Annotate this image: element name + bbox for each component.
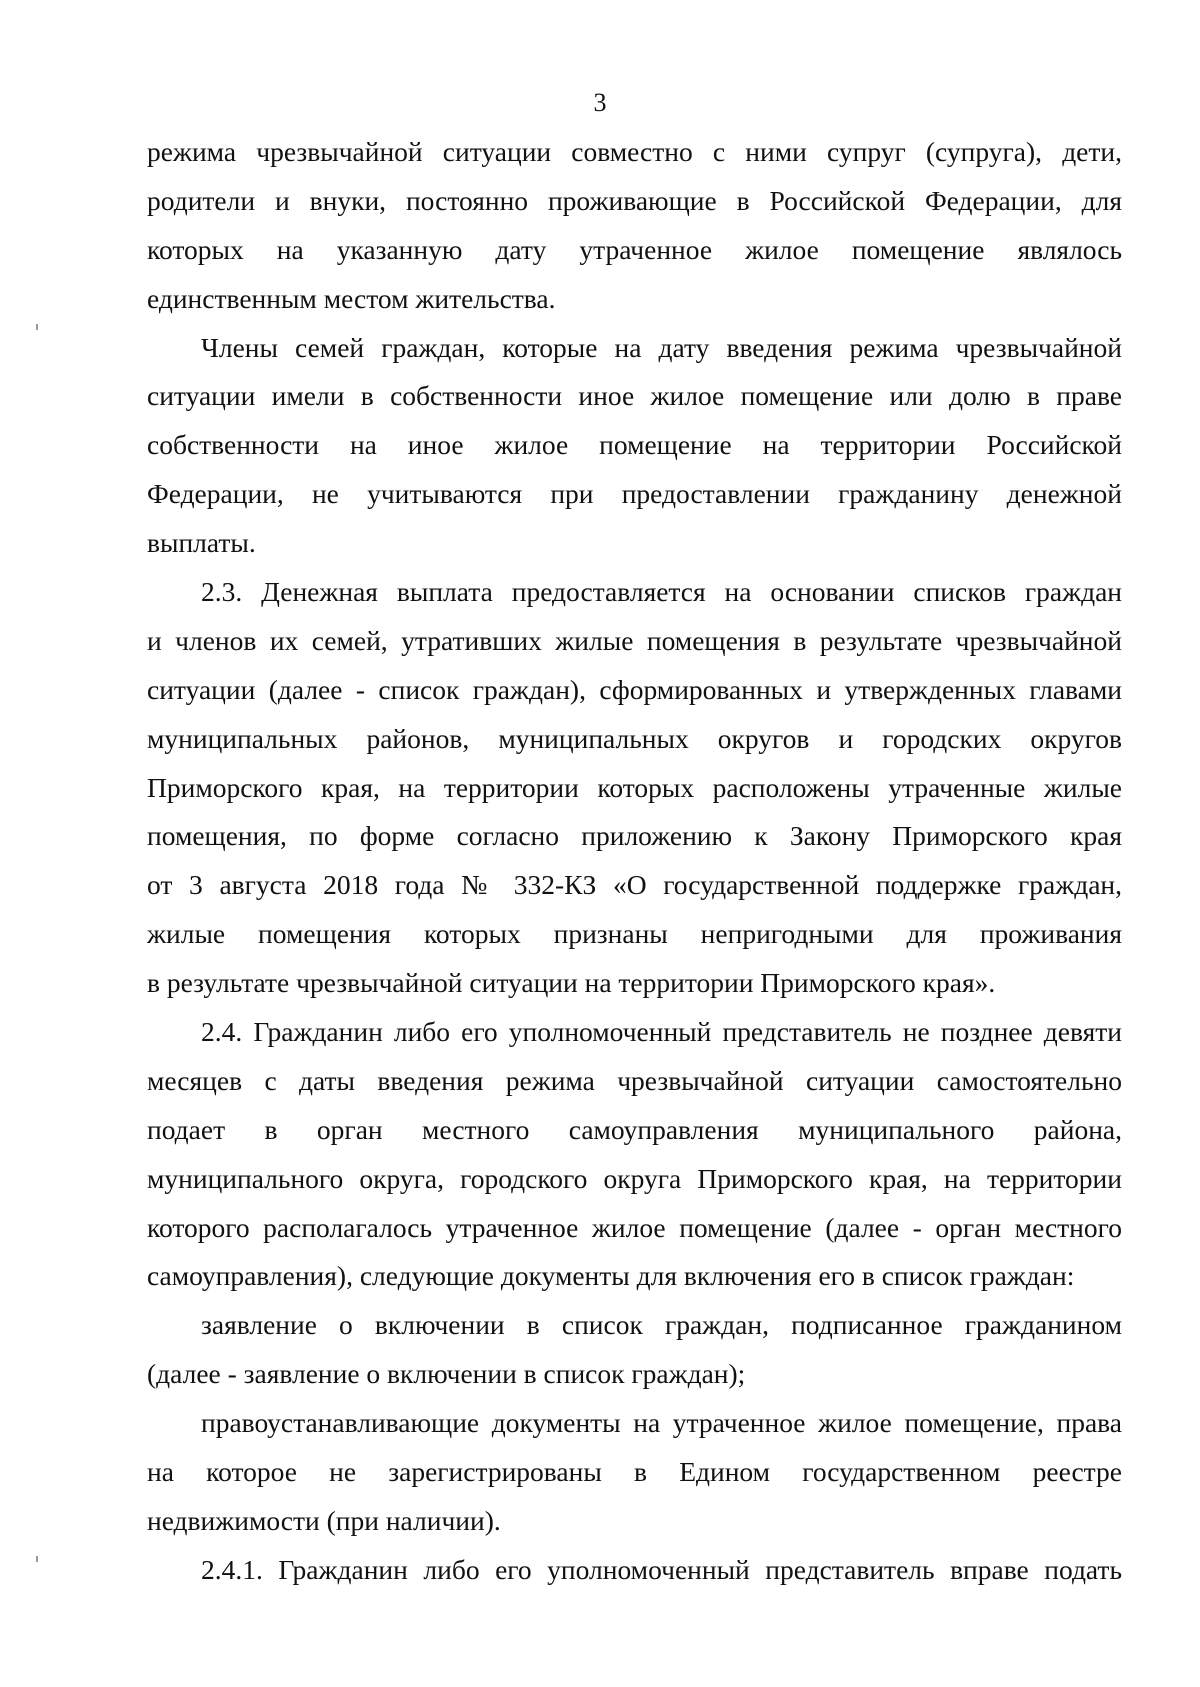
text-line: помещения, по форме согласно приложению к Закону Приморского края bbox=[147, 820, 1122, 852]
text-line: собственности на иное жилое помещение на территории Российской bbox=[147, 429, 1122, 461]
text-line: ситуации (далее - список граждан), сформированных и утвержденных главами bbox=[147, 673, 1122, 705]
text-line: ситуации имели в собственности иное жилое помещение или долю в праве bbox=[147, 380, 1122, 412]
text-line: Члены семей граждан, которые на дату введения режима чрезвычайной bbox=[201, 331, 1122, 363]
text-line: которого располагалось утраченное жилое помещение (далее - орган местного bbox=[147, 1211, 1122, 1243]
document-body bbox=[147, 128, 1122, 1595]
text-line: на которое не зарегистрированы в Едином государственном реестре bbox=[147, 1456, 1122, 1488]
text-line: правоустанавливающие документы на утраченное жилое помещение, права bbox=[201, 1407, 1122, 1439]
text-line: недвижимости (при наличии). bbox=[147, 1504, 501, 1536]
text-line: выплаты. bbox=[147, 527, 256, 559]
text-line: Федерации, не учитываются при предоставлении гражданину денежной bbox=[147, 478, 1122, 510]
text-line: Приморского края, на территории которых расположены утраченные жилые bbox=[147, 771, 1122, 803]
scan-margin-mark bbox=[36, 1556, 38, 1562]
text-line: единственным местом жительства. bbox=[147, 282, 556, 314]
text-line: режима чрезвычайной ситуации совместно с ними супруг (супруга), дети, bbox=[147, 136, 1122, 167]
text-line: родители и внуки, постоянно проживающие в Российской Федерации, для bbox=[147, 184, 1122, 216]
text-line: 2.3. Денежная выплата предоставляется на основании списков граждан bbox=[201, 576, 1122, 608]
text-line: 2.4.1. Гражданин либо его уполномоченный представитель вправе подать bbox=[201, 1553, 1122, 1585]
text-line: самоуправления), следующие документы для включения его в список граждан: bbox=[147, 1260, 1075, 1292]
text-line: муниципальных районов, муниципальных округов и городских округов bbox=[147, 722, 1122, 754]
text-line: и членов их семей, утративших жилые помещения в результате чрезвычайной bbox=[147, 624, 1122, 656]
text-line: месяцев с даты введения режима чрезвычайной ситуации самостоятельно bbox=[147, 1064, 1122, 1096]
text-line: муниципального округа, городского округа Приморского края, на территории bbox=[147, 1162, 1122, 1194]
text-line: заявление о включении в список граждан, подписанное гражданином bbox=[201, 1309, 1122, 1341]
text-line: 2.4. Гражданин либо его уполномоченный представитель не позднее девяти bbox=[201, 1016, 1122, 1048]
page-number: 3 bbox=[593, 88, 607, 117]
text-line: в результате чрезвычайной ситуации на территории Приморского края». bbox=[147, 967, 996, 999]
text-line: которых на указанную дату утраченное жилое помещение являлось bbox=[147, 233, 1122, 265]
scan-margin-mark bbox=[36, 324, 38, 330]
text-line: жилые помещения которых признаны непригодными для проживания bbox=[147, 918, 1122, 950]
text-line: от 3 августа 2018 года № 332-КЗ «О государственной поддержке граждан, bbox=[147, 869, 1122, 901]
text-line: подает в орган местного самоуправления муниципального района, bbox=[147, 1113, 1122, 1145]
text-line: (далее - заявление о включении в список граждан); bbox=[147, 1358, 746, 1390]
